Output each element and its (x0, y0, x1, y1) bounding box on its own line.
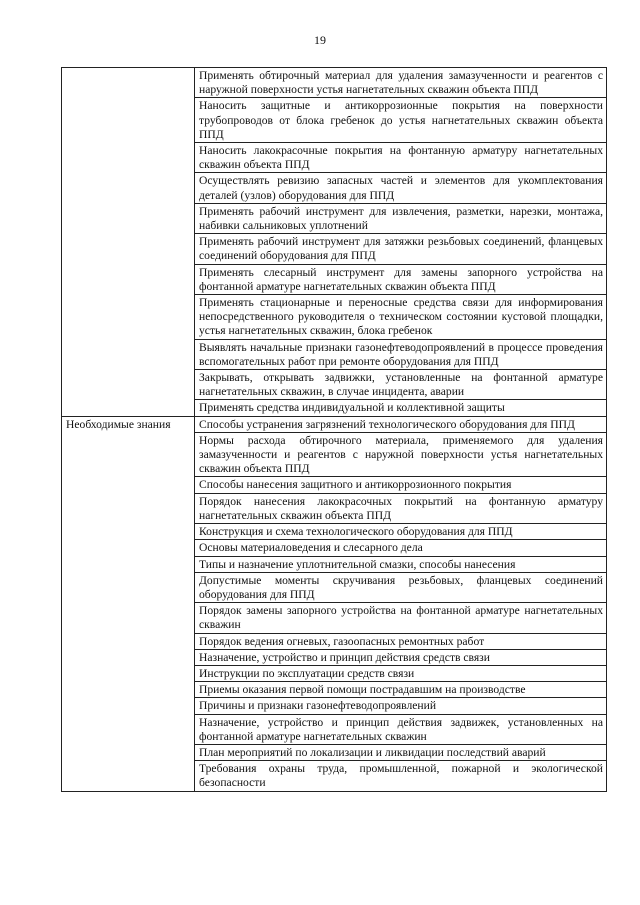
requirement-item: Способы устранения загрязнений технологического оборудования для ППД (195, 416, 607, 432)
requirement-item: Нормы расхода обтирочного материала, применяемого для удаления замазученности и реагентов с наружной поверхности устья нагнетательных скважин объекта ППД (195, 432, 607, 477)
requirement-item: Применять стационарные и переносные средства связи для информирования непосредственного руководителя о техническом состоянии кустовой площадки, устья нагнетательных скважин, блока гребенок (195, 295, 607, 340)
section-label (62, 68, 195, 417)
requirement-item: Применять слесарный инструмент для замены запорного устройства на фонтанной арматуре нагнетательных скважин объекта ППД (195, 264, 607, 294)
requirement-item: Применять средства индивидуальной и коллективной защиты (195, 400, 607, 416)
section-label: Необходимые знания (62, 416, 195, 791)
requirement-item: Основы материаловедения и слесарного дела (195, 540, 607, 556)
requirement-item: Приемы оказания первой помощи пострадавшим на производстве (195, 682, 607, 698)
requirement-item: Допустимые моменты скручивания резьбовых, фланцевых соединений оборудования для ППД (195, 572, 607, 602)
requirement-item: Порядок ведения огневых, газоопасных ремонтных работ (195, 633, 607, 649)
requirement-item: Типы и назначение уплотнительной смазки, способы нанесения (195, 556, 607, 572)
requirement-item: Назначение, устройство и принцип действия задвижек, установленных на фонтанной арматуре нагнетательных скважин (195, 714, 607, 744)
requirement-item: Инструкции по эксплуатации средств связи (195, 665, 607, 681)
requirement-item: Выявлять начальные признаки газонефтеводопроявлений в процессе проведения вспомогательных работ при ремонте оборудования для ППД (195, 339, 607, 369)
requirement-item: Закрывать, открывать задвижки, установленные на фонтанной арматуре нагнетательных скважин, в случае инцидента, аварии (195, 370, 607, 400)
requirement-item: Способы нанесения защитного и антикоррозионного покрытия (195, 477, 607, 493)
requirement-item: Применять рабочий инструмент для затяжки резьбовых соединений, фланцевых соединений оборудования для ППД (195, 234, 607, 264)
requirement-item: Назначение, устройство и принцип действия средств связи (195, 649, 607, 665)
requirement-item: Порядок нанесения лакокрасочных покрытий на фонтанную арматуру нагнетательных скважин объекта ППД (195, 493, 607, 523)
table-row (62, 68, 607, 98)
table-body (62, 68, 607, 792)
table-row (62, 416, 607, 432)
requirements-table (61, 67, 607, 792)
requirement-item: План мероприятий по локализации и ликвидации последствий аварий (195, 744, 607, 760)
page-number: 19 (314, 33, 326, 47)
requirement-item: Конструкция и схема технологического оборудования для ППД (195, 524, 607, 540)
requirement-item: Осуществлять ревизию запасных частей и элементов для укомплектования деталей (узлов) оборудования для ППД (195, 173, 607, 203)
requirement-item: Причины и признаки газонефтеводопроявлений (195, 698, 607, 714)
requirement-item: Порядок замены запорного устройства на фонтанной арматуре нагнетательных скважин (195, 603, 607, 633)
requirement-item: Требования охраны труда, промышленной, пожарной и экологической безопасности (195, 761, 607, 791)
requirement-item: Применять рабочий инструмент для извлечения, разметки, нарезки, монтажа, набивки сальниковых уплотнений (195, 203, 607, 233)
requirement-item: Наносить лакокрасочные покрытия на фонтанную арматуру нагнетательных скважин объекта ППД (195, 143, 607, 173)
requirement-item: Наносить защитные и антикоррозионные покрытия на поверхности трубопроводов от блока гребенок до устья нагнетательных скважин объекта ППД (195, 98, 607, 143)
requirement-item: Применять обтирочный материал для удаления замазученности и реагентов с наружной поверхности устья нагнетательных скважин объекта ППД (195, 68, 607, 98)
